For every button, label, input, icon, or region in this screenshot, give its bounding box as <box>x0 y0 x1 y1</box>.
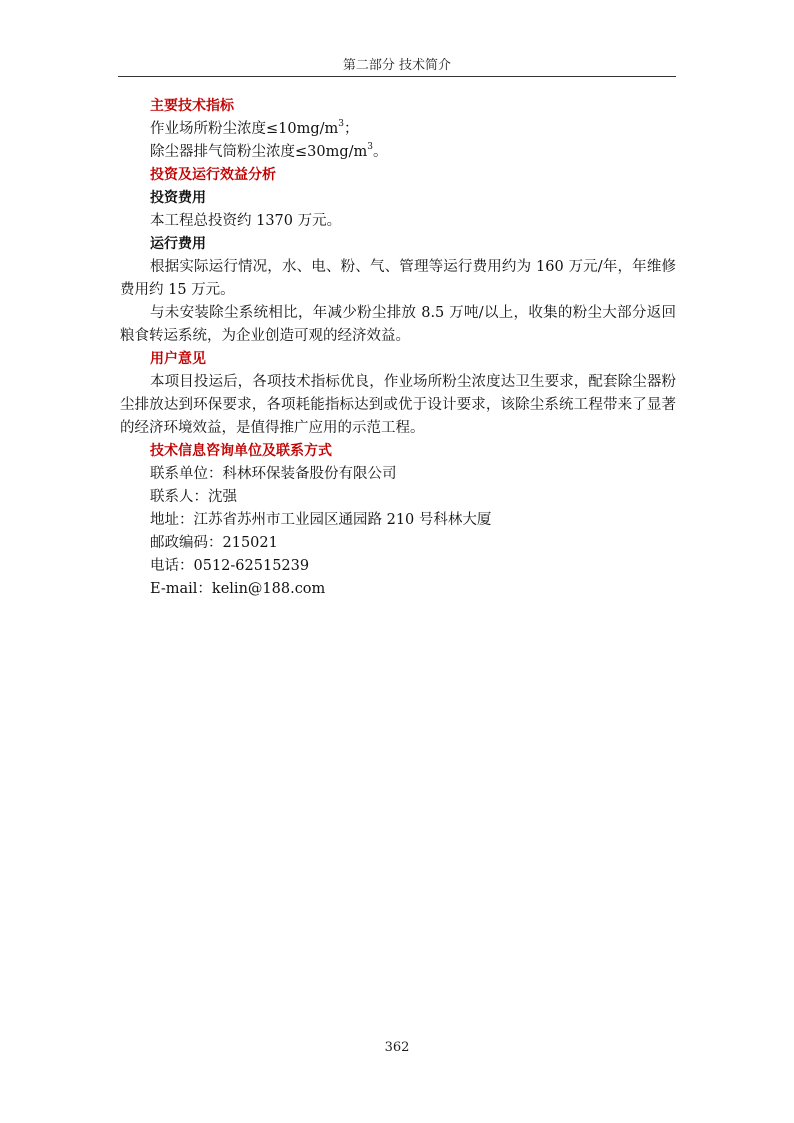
indicator-workplace-dust <box>120 118 676 141</box>
subheading-investment-cost: 投资费用 <box>150 190 206 206</box>
indicator-workplace-dust-sup: 3 <box>338 119 344 129</box>
user-opinion-paragraph: 本项目投运后，各项技术指标优良，作业场所粉尘浓度达卫生要求，配套除尘器粉尘排放达到环保要求，各项耗能指标达到或优于设计要求，该除尘系统工程带来了显著的经济环境效益，是值得推广应用的示范工程。 <box>120 374 676 436</box>
contact-postcode: 邮政编码：215021 <box>150 535 278 551</box>
indicator-workplace-dust-end: ； <box>344 121 359 137</box>
indicator-workplace-dust-text: 作业场所粉尘浓度≤10mg/m <box>150 121 339 137</box>
header-rule <box>118 76 676 77</box>
page-header: 第二部分 技术简介 <box>342 58 452 73</box>
benefit-paragraph: 与未安装除尘系统相比，年减少粉尘排放 8.5 万吨/以上，收集的粉尘大部分返回粮食转运系统，为企业创造可观的经济效益。 <box>120 305 676 344</box>
contact-unit: 联系单位：科林环保装备股份有限公司 <box>150 466 397 482</box>
contact-email: E-mail：kelin@188.com <box>150 581 326 597</box>
section-heading-investment: 投资及运行效益分析 <box>150 167 276 183</box>
indicator-exhaust-dust-sup: 3 <box>367 142 373 152</box>
contact-person: 联系人：沈强 <box>150 489 237 505</box>
section-heading-user-opinion: 用户意见 <box>150 351 206 367</box>
page-number: 362 <box>384 1040 410 1055</box>
contact-phone: 电话：0512-62515239 <box>150 558 310 574</box>
indicator-exhaust-dust <box>120 141 676 164</box>
contact-address: 地址：江苏省苏州市工业园区通园路 210 号科林大厦 <box>150 512 492 528</box>
section-heading-tech-indicators: 主要技术指标 <box>150 98 234 114</box>
indicator-exhaust-dust-text: 除尘器排气筒粉尘浓度≤30mg/m <box>150 144 368 160</box>
page-content <box>120 95 676 601</box>
indicator-exhaust-dust-end: 。 <box>373 144 388 160</box>
running-cost-paragraph: 根据实际运行情况，水、电、粉、气、管理等运行费用约为 160 万元/年，年维修费用约 15 万元。 <box>120 259 676 298</box>
subheading-running-cost: 运行费用 <box>150 236 206 252</box>
investment-cost-text: 本工程总投资约 1370 万元。 <box>150 213 342 229</box>
section-heading-contact: 技术信息咨询单位及联系方式 <box>150 443 332 459</box>
